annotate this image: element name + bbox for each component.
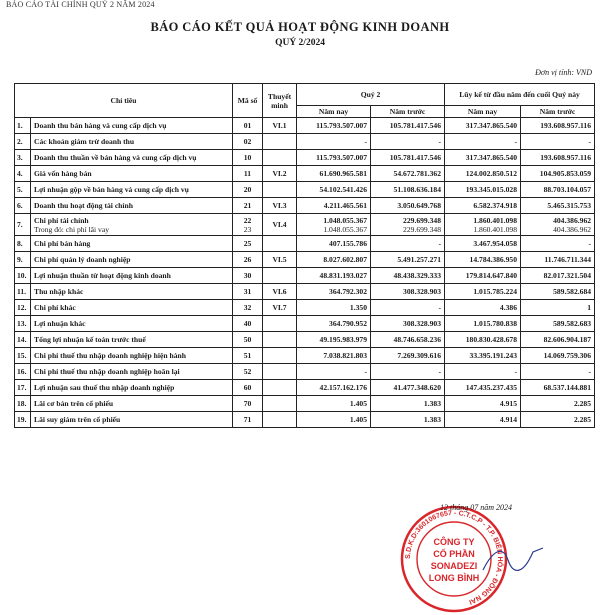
- value-q-this-year: 48.831.193.027: [297, 268, 371, 284]
- value-ytd-this-year: 1.015.780.838: [445, 316, 521, 332]
- value-ytd-this-year: 179.814.647.840: [445, 268, 521, 284]
- row-note-ref: [263, 412, 297, 428]
- value-q-last-year: 48.438.329.333: [371, 268, 445, 284]
- value-q-last-year: -: [371, 134, 445, 150]
- value-q-this-year: 115.793.507.007: [297, 150, 371, 166]
- value-q-last-year: 1.383: [371, 396, 445, 412]
- row-label: Chi phí bán hàng: [31, 236, 233, 252]
- row-label: Chi phí thuế thu nhập doanh nghiệp hoãn lại: [31, 364, 233, 380]
- value-ytd-this-year: 317.347.865.540: [445, 150, 521, 166]
- col-l-nam-nay: Năm nay: [445, 106, 521, 118]
- row-number: 16.: [15, 364, 31, 380]
- value-q-last-year: 7.269.309.616: [371, 348, 445, 364]
- value-ytd-this-year: -: [445, 134, 521, 150]
- table-row: [15, 236, 595, 252]
- row-code: 30: [233, 268, 263, 284]
- value-ytd-last-year: 2.285: [521, 396, 595, 412]
- row-code: 22 23: [233, 214, 263, 236]
- row-label: Doanh thu bán hàng và cung cấp dịch vụ: [31, 118, 233, 134]
- value-q-last-year: 41.477.348.620: [371, 380, 445, 396]
- row-note-ref: [263, 380, 297, 396]
- row-label: Lãi cơ bản trên cổ phiếu: [31, 396, 233, 412]
- value-q-this-year: 7.038.821.803: [297, 348, 371, 364]
- row-code: 60: [233, 380, 263, 396]
- value-ytd-this-year: 317.347.865.540: [445, 118, 521, 134]
- row-code: 71: [233, 412, 263, 428]
- row-note-ref: VI.4: [263, 214, 297, 236]
- row-label: Lợi nhuận khác: [31, 316, 233, 332]
- value-q-last-year: -: [371, 364, 445, 380]
- seal-line-2: CỔ PHẦN: [433, 549, 475, 559]
- row-label: Lợi nhuận sau thuế thu nhập doanh nghiệp: [31, 380, 233, 396]
- value-q-this-year: 364.792.302: [297, 284, 371, 300]
- value-ytd-this-year: 3.467.954.058: [445, 236, 521, 252]
- row-code: 70: [233, 396, 263, 412]
- seal-line-3: SONADEZI: [430, 561, 478, 571]
- row-code: 02: [233, 134, 263, 150]
- value-ytd-last-year: 2.285: [521, 412, 595, 428]
- seal-line-1: CÔNG TY: [433, 537, 475, 547]
- row-code: 40: [233, 316, 263, 332]
- value-ytd-this-year: 180.830.428.678: [445, 332, 521, 348]
- seal-line-4: LONG BÌNH: [428, 573, 480, 583]
- row-note-ref: [263, 268, 297, 284]
- table-body: [15, 118, 595, 428]
- value-q-this-year: 1.405: [297, 412, 371, 428]
- value-q-last-year: 3.050.649.768: [371, 198, 445, 214]
- report-topline: BÁO CÁO TÀI CHÍNH QUÝ 2 NĂM 2024: [6, 0, 155, 9]
- row-label: Chi phí tài chính Trong đó: chi phí lãi vay: [31, 214, 233, 236]
- value-q-this-year: 1.350: [297, 300, 371, 316]
- value-ytd-last-year: 193.608.957.116: [521, 118, 595, 134]
- col-thuyet-minh: Thuyết minh: [263, 84, 297, 118]
- value-q-this-year: -: [297, 134, 371, 150]
- value-q-last-year: 308.328.903: [371, 316, 445, 332]
- row-note-ref: [263, 150, 297, 166]
- row-number: 19.: [15, 412, 31, 428]
- value-ytd-this-year: 6.582.374.918: [445, 198, 521, 214]
- value-q-last-year: -: [371, 236, 445, 252]
- row-number: 7.: [15, 214, 31, 236]
- value-ytd-last-year: 88.703.104.057: [521, 182, 595, 198]
- table-row: [15, 380, 595, 396]
- row-number: 14.: [15, 332, 31, 348]
- row-number: 9.: [15, 252, 31, 268]
- table-row: [15, 198, 595, 214]
- row-number: 18.: [15, 396, 31, 412]
- row-label: Chi phí thuế thu nhập doanh nghiệp hiện hành: [31, 348, 233, 364]
- col-chi-tieu: Chỉ tiêu: [15, 84, 233, 118]
- value-q-last-year: -: [371, 300, 445, 316]
- row-note-ref: [263, 332, 297, 348]
- row-number: 1.: [15, 118, 31, 134]
- table-row: [15, 182, 595, 198]
- row-label: Giá vốn hàng bán: [31, 166, 233, 182]
- value-ytd-this-year: -: [445, 364, 521, 380]
- value-ytd-this-year: 33.395.191.243: [445, 348, 521, 364]
- row-note-ref: VI.6: [263, 284, 297, 300]
- value-q-this-year: 407.155.786: [297, 236, 371, 252]
- table-row: [15, 396, 595, 412]
- row-note-ref: [263, 316, 297, 332]
- table-row: [15, 118, 595, 134]
- row-code: 26: [233, 252, 263, 268]
- table-row: [15, 166, 595, 182]
- row-code: 51: [233, 348, 263, 364]
- row-label: Chi phí khác: [31, 300, 233, 316]
- signature-mark: [478, 540, 548, 580]
- row-note-ref: VI.3: [263, 198, 297, 214]
- row-number: 13.: [15, 316, 31, 332]
- value-q-last-year: 48.746.658.236: [371, 332, 445, 348]
- value-ytd-this-year: 14.784.386.950: [445, 252, 521, 268]
- value-ytd-last-year: -: [521, 236, 595, 252]
- row-note-ref: VI.1: [263, 118, 297, 134]
- table-row: [15, 150, 595, 166]
- value-ytd-last-year: 404.386.962 404.386.962: [521, 214, 595, 236]
- value-ytd-last-year: 82.606.904.187: [521, 332, 595, 348]
- row-code: 50: [233, 332, 263, 348]
- value-ytd-last-year: 589.582.683: [521, 316, 595, 332]
- row-note-ref: [263, 236, 297, 252]
- table-row: [15, 268, 595, 284]
- report-title: BÁO CÁO KẾT QUẢ HOẠT ĐỘNG KINH DOANH: [150, 20, 450, 34]
- row-number: 17.: [15, 380, 31, 396]
- row-note-ref: [263, 182, 297, 198]
- value-ytd-last-year: -: [521, 364, 595, 380]
- value-q-this-year: 1.048.055.367 1.048.055.367: [297, 214, 371, 236]
- row-code: 32: [233, 300, 263, 316]
- row-number: 3.: [15, 150, 31, 166]
- row-label: Tổng lợi nhuận kế toán trước thuế: [31, 332, 233, 348]
- row-label: Lãi suy giảm trên cổ phiếu: [31, 412, 233, 428]
- col-ma-so: Mã số: [233, 84, 263, 118]
- row-code: 11: [233, 166, 263, 182]
- value-q-this-year: 4.211.465.561: [297, 198, 371, 214]
- row-note-ref: VI.2: [263, 166, 297, 182]
- row-note-ref: VI.5: [263, 252, 297, 268]
- table-row: [15, 134, 595, 150]
- value-q-this-year: 115.793.507.007: [297, 118, 371, 134]
- value-ytd-last-year: 193.608.957.116: [521, 150, 595, 166]
- row-label: Chi phí quản lý doanh nghiệp: [31, 252, 233, 268]
- value-ytd-this-year: 124.002.850.512: [445, 166, 521, 182]
- value-q-last-year: 51.108.636.184: [371, 182, 445, 198]
- value-q-this-year: 8.027.602.807: [297, 252, 371, 268]
- row-note-ref: [263, 364, 297, 380]
- table-row: [15, 348, 595, 364]
- currency-unit: Đơn vị tính: VND: [535, 68, 592, 77]
- row-number: 10.: [15, 268, 31, 284]
- row-code: 21: [233, 198, 263, 214]
- row-label: Doanh thu thuần về bán hàng và cung cấp dịch vụ: [31, 150, 233, 166]
- value-q-this-year: 1.405: [297, 396, 371, 412]
- row-note-ref: [263, 134, 297, 150]
- value-q-this-year: 61.690.965.581: [297, 166, 371, 182]
- row-number: 8.: [15, 236, 31, 252]
- value-ytd-last-year: -: [521, 134, 595, 150]
- value-q-last-year: 229.699.348 229.699.348: [371, 214, 445, 236]
- col-luy-ke: Lũy kế từ đầu năm đến cuối Quý này: [445, 84, 595, 106]
- value-ytd-last-year: 1: [521, 300, 595, 316]
- row-label: Lợi nhuận thuần từ hoạt động kinh doanh: [31, 268, 233, 284]
- col-q-nam-truoc: Năm trước: [371, 106, 445, 118]
- value-ytd-this-year: 4.386: [445, 300, 521, 316]
- value-ytd-this-year: 147.435.237.435: [445, 380, 521, 396]
- table-row: [15, 300, 595, 316]
- value-ytd-this-year: 4.914: [445, 412, 521, 428]
- value-q-last-year: 105.781.417.546: [371, 150, 445, 166]
- row-number: 11.: [15, 284, 31, 300]
- row-label: Thu nhập khác: [31, 284, 233, 300]
- report-date: 12 tháng 07 năm 2024: [440, 503, 512, 512]
- table-row: [15, 364, 595, 380]
- table-row: [15, 252, 595, 268]
- row-code: 52: [233, 364, 263, 380]
- col-q-nam-nay: Năm nay: [297, 106, 371, 118]
- value-q-this-year: 49.195.983.979: [297, 332, 371, 348]
- row-number: 6.: [15, 198, 31, 214]
- col-quy2: Quý 2: [297, 84, 445, 106]
- seal-ring-text: S.D.K.D:3601067657 - C.T.C.P - T.P. BIÊN HÒA - ĐỒNG NAI: [404, 509, 504, 606]
- income-statement-table: [14, 83, 595, 428]
- row-note-ref: VI.7: [263, 300, 297, 316]
- value-ytd-this-year: 4.915: [445, 396, 521, 412]
- value-ytd-last-year: 11.746.711.344: [521, 252, 595, 268]
- value-ytd-this-year: 1.860.401.098 1.860.401.098: [445, 214, 521, 236]
- value-q-this-year: 42.157.162.176: [297, 380, 371, 396]
- value-q-last-year: 308.328.903: [371, 284, 445, 300]
- value-q-last-year: 5.491.257.271: [371, 252, 445, 268]
- row-number: 2.: [15, 134, 31, 150]
- value-q-last-year: 105.781.417.546: [371, 118, 445, 134]
- row-number: 5.: [15, 182, 31, 198]
- row-code: 25: [233, 236, 263, 252]
- row-number: 4.: [15, 166, 31, 182]
- row-label: Lợi nhuận gộp về bán hàng và cung cấp dịch vụ: [31, 182, 233, 198]
- value-ytd-last-year: 14.069.759.306: [521, 348, 595, 364]
- value-q-last-year: 1.383: [371, 412, 445, 428]
- value-ytd-last-year: 589.582.684: [521, 284, 595, 300]
- table-row: [15, 316, 595, 332]
- row-code: 31: [233, 284, 263, 300]
- table-row: [15, 214, 595, 236]
- row-number: 15.: [15, 348, 31, 364]
- value-ytd-this-year: 193.345.015.028: [445, 182, 521, 198]
- row-number: 12.: [15, 300, 31, 316]
- value-ytd-last-year: 68.537.144.881: [521, 380, 595, 396]
- table-row: [15, 284, 595, 300]
- value-q-this-year: -: [297, 364, 371, 380]
- value-ytd-last-year: 82.017.321.504: [521, 268, 595, 284]
- table-row: [15, 332, 595, 348]
- report-subtitle: QUÝ 2/2024: [275, 38, 325, 48]
- row-label: Doanh thu hoạt động tài chính: [31, 198, 233, 214]
- col-l-nam-truoc: Năm trước: [521, 106, 595, 118]
- value-ytd-last-year: 104.905.853.059: [521, 166, 595, 182]
- row-code: 01: [233, 118, 263, 134]
- row-label: Các khoản giảm trừ doanh thu: [31, 134, 233, 150]
- row-code: 20: [233, 182, 263, 198]
- value-ytd-this-year: 1.015.785.224: [445, 284, 521, 300]
- value-ytd-last-year: 5.465.315.753: [521, 198, 595, 214]
- value-q-this-year: 54.102.541.426: [297, 182, 371, 198]
- value-q-this-year: 364.790.952: [297, 316, 371, 332]
- table-row: [15, 412, 595, 428]
- row-note-ref: [263, 396, 297, 412]
- row-note-ref: [263, 348, 297, 364]
- row-code: 10: [233, 150, 263, 166]
- value-q-last-year: 54.672.781.362: [371, 166, 445, 182]
